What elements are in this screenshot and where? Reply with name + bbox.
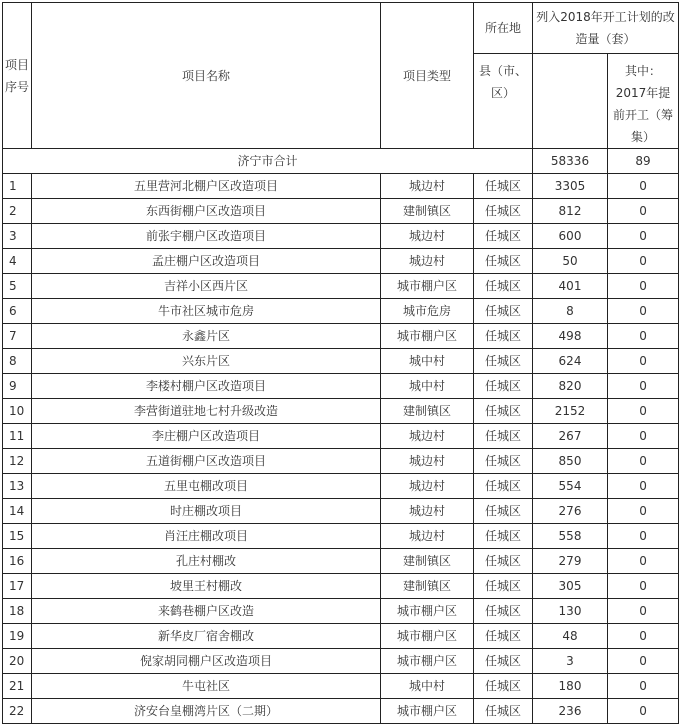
- table-row: [3, 699, 679, 724]
- cell-location: 任城区: [474, 524, 533, 549]
- cell-plan: 600: [533, 224, 608, 249]
- cell-early: 0: [608, 449, 679, 474]
- total-row: [3, 149, 679, 174]
- header-plan-empty: [533, 54, 608, 149]
- cell-name: 肖汪庄棚改项目: [32, 524, 381, 549]
- cell-plan: 2152: [533, 399, 608, 424]
- cell-type: 城边村: [381, 499, 474, 524]
- table-row: [3, 274, 679, 299]
- cell-location: 任城区: [474, 374, 533, 399]
- cell-type: 城边村: [381, 249, 474, 274]
- cell-type: 城市棚户区: [381, 699, 474, 724]
- table-row: [3, 549, 679, 574]
- cell-type: 城边村: [381, 474, 474, 499]
- cell-name: 兴东片区: [32, 349, 381, 374]
- table-row: [3, 324, 679, 349]
- cell-plan: 3305: [533, 174, 608, 199]
- table-row: [3, 424, 679, 449]
- table-row: [3, 199, 679, 224]
- cell-plan: 820: [533, 374, 608, 399]
- cell-location: 任城区: [474, 549, 533, 574]
- cell-no: 7: [3, 324, 32, 349]
- cell-type: 建制镇区: [381, 199, 474, 224]
- cell-plan: 50: [533, 249, 608, 274]
- cell-name: 永鑫片区: [32, 324, 381, 349]
- cell-plan: 558: [533, 524, 608, 549]
- header-project-name: 项目名称: [32, 3, 381, 149]
- cell-location: 任城区: [474, 499, 533, 524]
- cell-no: 9: [3, 374, 32, 399]
- header-row-1: [3, 3, 679, 54]
- cell-type: 城中村: [381, 674, 474, 699]
- cell-no: 8: [3, 349, 32, 374]
- cell-early: 0: [608, 599, 679, 624]
- table-body: [3, 3, 679, 724]
- cell-early: 0: [608, 399, 679, 424]
- cell-location: 任城区: [474, 299, 533, 324]
- table-row: [3, 649, 679, 674]
- table-row: [3, 474, 679, 499]
- table-row: [3, 399, 679, 424]
- cell-name: 倪家胡同棚户区改造项目: [32, 649, 381, 674]
- cell-no: 13: [3, 474, 32, 499]
- cell-early: 0: [608, 374, 679, 399]
- cell-type: 城市棚户区: [381, 649, 474, 674]
- cell-no: 19: [3, 624, 32, 649]
- cell-early: 0: [608, 524, 679, 549]
- cell-name: 时庄棚改项目: [32, 499, 381, 524]
- table-row: [3, 599, 679, 624]
- cell-name: 五里营河北棚户区改造项目: [32, 174, 381, 199]
- cell-no: 12: [3, 449, 32, 474]
- cell-location: 任城区: [474, 474, 533, 499]
- cell-type: 建制镇区: [381, 574, 474, 599]
- cell-location: 任城区: [474, 574, 533, 599]
- cell-no: 10: [3, 399, 32, 424]
- table-row: [3, 374, 679, 399]
- cell-location: 任城区: [474, 324, 533, 349]
- cell-plan: 236: [533, 699, 608, 724]
- housing-renovation-table: [2, 2, 679, 724]
- total-label: 济宁市合计: [3, 149, 533, 174]
- cell-plan: 48: [533, 624, 608, 649]
- cell-early: 0: [608, 299, 679, 324]
- cell-type: 城边村: [381, 224, 474, 249]
- cell-name: 吉祥小区西片区: [32, 274, 381, 299]
- cell-name: 牛屯社区: [32, 674, 381, 699]
- cell-name: 孟庄棚户区改造项目: [32, 249, 381, 274]
- cell-no: 6: [3, 299, 32, 324]
- cell-early: 0: [608, 474, 679, 499]
- table-row: [3, 174, 679, 199]
- cell-name: 李楼村棚户区改造项目: [32, 374, 381, 399]
- cell-name: 五里屯棚改项目: [32, 474, 381, 499]
- cell-early: 0: [608, 624, 679, 649]
- cell-early: 0: [608, 549, 679, 574]
- cell-location: 任城区: [474, 624, 533, 649]
- cell-type: 城市棚户区: [381, 599, 474, 624]
- table-row: [3, 349, 679, 374]
- header-project-no: 项目序号: [3, 3, 32, 149]
- cell-early: 0: [608, 499, 679, 524]
- cell-name: 牛市社区城市危房: [32, 299, 381, 324]
- cell-early: 0: [608, 174, 679, 199]
- cell-plan: 267: [533, 424, 608, 449]
- cell-no: 14: [3, 499, 32, 524]
- table-row: [3, 299, 679, 324]
- cell-location: 任城区: [474, 699, 533, 724]
- cell-type: 城市棚户区: [381, 324, 474, 349]
- cell-location: 任城区: [474, 424, 533, 449]
- table-row: [3, 524, 679, 549]
- cell-early: 0: [608, 699, 679, 724]
- cell-no: 17: [3, 574, 32, 599]
- cell-early: 0: [608, 224, 679, 249]
- cell-name: 孔庄村棚改: [32, 549, 381, 574]
- cell-early: 0: [608, 199, 679, 224]
- cell-type: 建制镇区: [381, 399, 474, 424]
- cell-early: 0: [608, 674, 679, 699]
- cell-type: 城边村: [381, 524, 474, 549]
- cell-plan: 305: [533, 574, 608, 599]
- cell-location: 任城区: [474, 199, 533, 224]
- cell-early: 0: [608, 349, 679, 374]
- total-early: 89: [608, 149, 679, 174]
- cell-type: 城边村: [381, 174, 474, 199]
- cell-location: 任城区: [474, 449, 533, 474]
- cell-no: 11: [3, 424, 32, 449]
- cell-type: 城边村: [381, 449, 474, 474]
- cell-early: 0: [608, 574, 679, 599]
- cell-plan: 812: [533, 199, 608, 224]
- cell-type: 城市危房: [381, 299, 474, 324]
- cell-no: 21: [3, 674, 32, 699]
- cell-no: 15: [3, 524, 32, 549]
- cell-name: 前张宇棚户区改造项目: [32, 224, 381, 249]
- cell-plan: 276: [533, 499, 608, 524]
- cell-name: 李庄棚户区改造项目: [32, 424, 381, 449]
- header-early-2017: 其中：2017年提前开工（筹集）: [608, 54, 679, 149]
- cell-location: 任城区: [474, 599, 533, 624]
- cell-location: 任城区: [474, 649, 533, 674]
- cell-plan: 180: [533, 674, 608, 699]
- cell-type: 城中村: [381, 349, 474, 374]
- table-row: [3, 449, 679, 474]
- cell-name: 济安台皇棚湾片区（二期）: [32, 699, 381, 724]
- cell-type: 建制镇区: [381, 549, 474, 574]
- cell-no: 20: [3, 649, 32, 674]
- cell-location: 任城区: [474, 274, 533, 299]
- cell-type: 城市棚户区: [381, 624, 474, 649]
- cell-no: 5: [3, 274, 32, 299]
- cell-plan: 850: [533, 449, 608, 474]
- cell-name: 五道街棚户区改造项目: [32, 449, 381, 474]
- cell-plan: 498: [533, 324, 608, 349]
- cell-plan: 279: [533, 549, 608, 574]
- cell-type: 城边村: [381, 424, 474, 449]
- cell-no: 4: [3, 249, 32, 274]
- cell-early: 0: [608, 249, 679, 274]
- cell-name: 李营街道驻地七村升级改造: [32, 399, 381, 424]
- cell-location: 任城区: [474, 349, 533, 374]
- cell-name: 来鹤巷棚户区改造: [32, 599, 381, 624]
- table-row: [3, 249, 679, 274]
- total-plan: 58336: [533, 149, 608, 174]
- cell-plan: 8: [533, 299, 608, 324]
- cell-no: 22: [3, 699, 32, 724]
- cell-no: 1: [3, 174, 32, 199]
- table-row: [3, 574, 679, 599]
- cell-plan: 624: [533, 349, 608, 374]
- table-row: [3, 224, 679, 249]
- cell-no: 2: [3, 199, 32, 224]
- table-row: [3, 624, 679, 649]
- cell-early: 0: [608, 324, 679, 349]
- table-row: [3, 674, 679, 699]
- cell-plan: 130: [533, 599, 608, 624]
- cell-location: 任城区: [474, 174, 533, 199]
- cell-plan: 401: [533, 274, 608, 299]
- table-row: [3, 499, 679, 524]
- cell-no: 18: [3, 599, 32, 624]
- cell-early: 0: [608, 274, 679, 299]
- cell-location: 任城区: [474, 674, 533, 699]
- cell-name: 坡里王村棚改: [32, 574, 381, 599]
- cell-early: 0: [608, 649, 679, 674]
- header-plan-2018: 列入2018年开工计划的改造量（套）: [533, 3, 679, 54]
- cell-plan: 3: [533, 649, 608, 674]
- cell-type: 城市棚户区: [381, 274, 474, 299]
- cell-no: 3: [3, 224, 32, 249]
- cell-location: 任城区: [474, 249, 533, 274]
- header-county: 县（市、区）: [474, 54, 533, 149]
- cell-location: 任城区: [474, 399, 533, 424]
- cell-location: 任城区: [474, 224, 533, 249]
- cell-type: 城中村: [381, 374, 474, 399]
- cell-plan: 554: [533, 474, 608, 499]
- header-location: 所在地: [474, 3, 533, 54]
- cell-name: 东西街棚户区改造项目: [32, 199, 381, 224]
- cell-no: 16: [3, 549, 32, 574]
- cell-early: 0: [608, 424, 679, 449]
- cell-name: 新华皮厂宿舍棚改: [32, 624, 381, 649]
- header-project-type: 项目类型: [381, 3, 474, 149]
